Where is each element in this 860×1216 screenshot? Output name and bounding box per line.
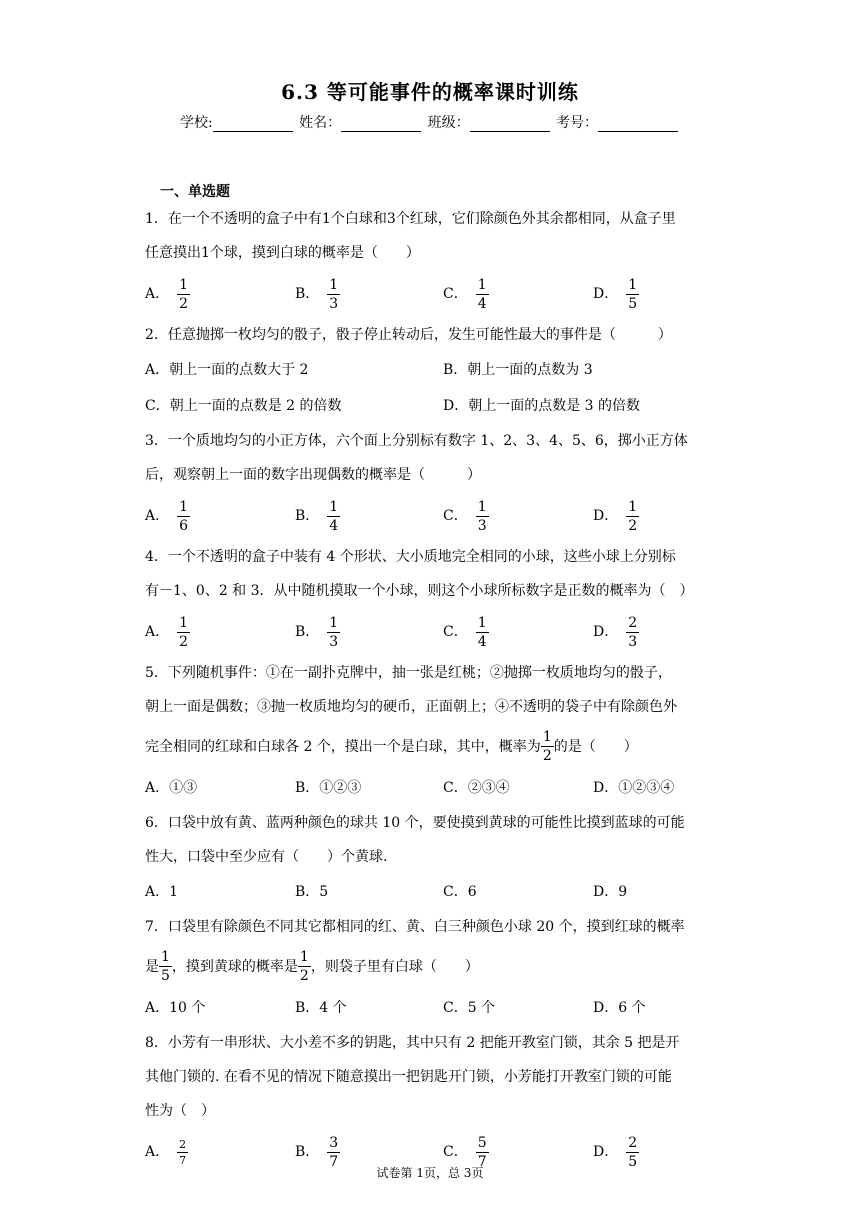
q2-option-b[interactable]: B．朝上一面的点数为 3 (443, 362, 593, 378)
q8-option-a[interactable]: A． $\frac{2}{7}$ (145, 1137, 187, 1167)
q6-option-a[interactable]: A．1 (145, 884, 179, 900)
q3-option-b[interactable]: B． $\frac{1}{4}$ (295, 498, 339, 534)
q2-line-1: 2．任意抛掷一枚均匀的骰子，骰子停止转动后，发生可能性最大的事件是（ ） (145, 327, 672, 343)
q4-option-d[interactable]: D． $\frac{2}{3}$ (593, 614, 638, 650)
q1-option-d[interactable]: D． $\frac{1}{5}$ (593, 276, 638, 312)
q1-option-c[interactable]: C． $\frac{1}{4}$ (443, 276, 487, 312)
q3-line-1: 3．一个质地均匀的小正方体，六个面上分别标有数字 1、2、3、4、5、6，掷小正方体 (145, 433, 688, 449)
q7-option-a[interactable]: A．10 个 (145, 1000, 206, 1016)
q4-options (145, 608, 715, 656)
q5-options (145, 770, 715, 806)
q7-option-d[interactable]: D．6 个 (593, 1000, 646, 1016)
q5-option-d[interactable]: D．①②③④ (593, 780, 675, 796)
q2-option-a[interactable]: A．朝上一面的点数大于 2 (145, 362, 309, 378)
q6-option-c[interactable]: C．6 (443, 884, 477, 900)
q1-line-2: 任意摸出1个球，摸到白球的概率是（ ） (145, 245, 420, 261)
class-label: 班级： (427, 115, 470, 131)
q6-option-d[interactable]: D．9 (593, 884, 628, 900)
q1-option-b[interactable]: B． $\frac{1}{3}$ (295, 276, 339, 312)
q1-options (145, 270, 715, 318)
q4-option-c[interactable]: C． $\frac{1}{4}$ (443, 614, 487, 650)
school-label: 学校: (179, 115, 213, 131)
q4-line-2: 有－1、0、2 和 3．从中随机摸取一个小球，则这个小球所标数字是正数的概率为（ ） (145, 583, 694, 599)
q8-line-3: 性为（ ） (145, 1103, 215, 1119)
q6-line-2: 性大，口袋中至少应有（ ）个黄球. (145, 849, 388, 865)
exam-number-label: 考号： (556, 115, 599, 131)
q2-options-row-1 (145, 352, 715, 388)
question-list (145, 202, 715, 1176)
q4-option-b[interactable]: B． $\frac{1}{3}$ (295, 614, 339, 650)
q3-option-c[interactable]: C． $\frac{1}{3}$ (443, 498, 487, 534)
q8-line-1: 8．小芳有一串形状、大小差不多的钥匙，其中只有 2 把能开教室门锁，其余 5 把是开 (145, 1035, 680, 1051)
q5-option-c[interactable]: C．②③④ (443, 780, 510, 796)
q4-option-a[interactable]: A． $\frac{1}{2}$ (145, 614, 189, 650)
q3-option-d[interactable]: D． $\frac{1}{2}$ (593, 498, 638, 534)
q2-option-c[interactable]: C．朝上一面的点数是 2 的倍数 (145, 398, 342, 414)
q7-options (145, 990, 715, 1026)
q5-option-a[interactable]: A．①③ (145, 780, 198, 796)
student-info-line (0, 112, 860, 132)
page-title: 6.3 等可能事件的概率课时训练 (281, 80, 579, 104)
q8-option-c[interactable]: C． $\frac{5}{7}$ (443, 1134, 487, 1170)
q5-line-3: 完全相同的红球和白球各 2 个，摸出一个是白球，其中，概率为 $\frac{1}{2}$ 的是（ ） (145, 728, 638, 764)
q2-options-row-2 (145, 388, 715, 424)
q6-option-b[interactable]: B．5 (295, 884, 329, 900)
q1-line-1: 1．在一个不透明的盒子中有1个白球和3个红球，它们除颜色外其余都相同，从盒子里 (145, 211, 676, 227)
q6-line-1: 6．口袋中放有黄、蓝两种颜色的球共 10 个，要使摸到黄球的可能性比摸到蓝球的可能 (145, 815, 685, 831)
q8-line-2: 其他门锁的. 在看不见的情况下随意摸出一把钥匙开门锁，小芳能打开教室门锁的可能 (145, 1069, 672, 1085)
q5-line-2: 朝上一面是偶数；③抛一枚质地均匀的硬币，正面朝上；④不透明的袋子中有除颜色外 (145, 699, 677, 715)
q8-option-b[interactable]: B． $\frac{3}{7}$ (295, 1134, 339, 1170)
q5-line-1: 5．下列随机事件：①在一副扑克牌中，抽一张是红桃；②抛掷一枚质地均匀的骰子， (145, 665, 672, 681)
q2-option-d[interactable]: D．朝上一面的点数是 3 的倍数 (443, 398, 641, 414)
q7-line-2: 是 $\frac{1}{5}$ ，摸到黄球的概率是 $\frac{1}{2}$ ，则袋子里有白球（ ） (145, 948, 479, 984)
q8-option-d[interactable]: D． $\frac{2}{5}$ (593, 1134, 638, 1170)
q7-option-c[interactable]: C．5 个 (443, 1000, 496, 1016)
school-blank[interactable] (213, 117, 293, 132)
q7-line-1: 7．口袋里有除颜色不同其它都相同的红、黄、白三种颜色小球 20 个，摸到红球的概率 (145, 919, 685, 935)
name-blank[interactable] (341, 117, 421, 132)
class-blank[interactable] (470, 117, 550, 132)
q3-line-2: 后，观察朝上一面的数字出现偶数的概率是（ ） (145, 467, 481, 483)
q7-option-b[interactable]: B．4 个 (295, 1000, 347, 1016)
q4-line-1: 4．一个不透明的盒子中装有 4 个形状、大小质地完全相同的小球，这些小球上分别标 (145, 549, 676, 565)
q3-options (145, 492, 715, 540)
page-footer: 试卷第 1页，总 3页 (376, 1166, 484, 1180)
q1-option-a[interactable]: A． $\frac{1}{2}$ (145, 276, 189, 312)
exam-number-blank[interactable] (598, 117, 678, 132)
section-heading: 一、单选题 (160, 184, 230, 200)
q6-options (145, 874, 715, 910)
q5-option-b[interactable]: B．①②③ (295, 780, 362, 796)
q3-option-a[interactable]: A． $\frac{1}{6}$ (145, 498, 189, 534)
name-label: 姓名： (299, 115, 342, 131)
